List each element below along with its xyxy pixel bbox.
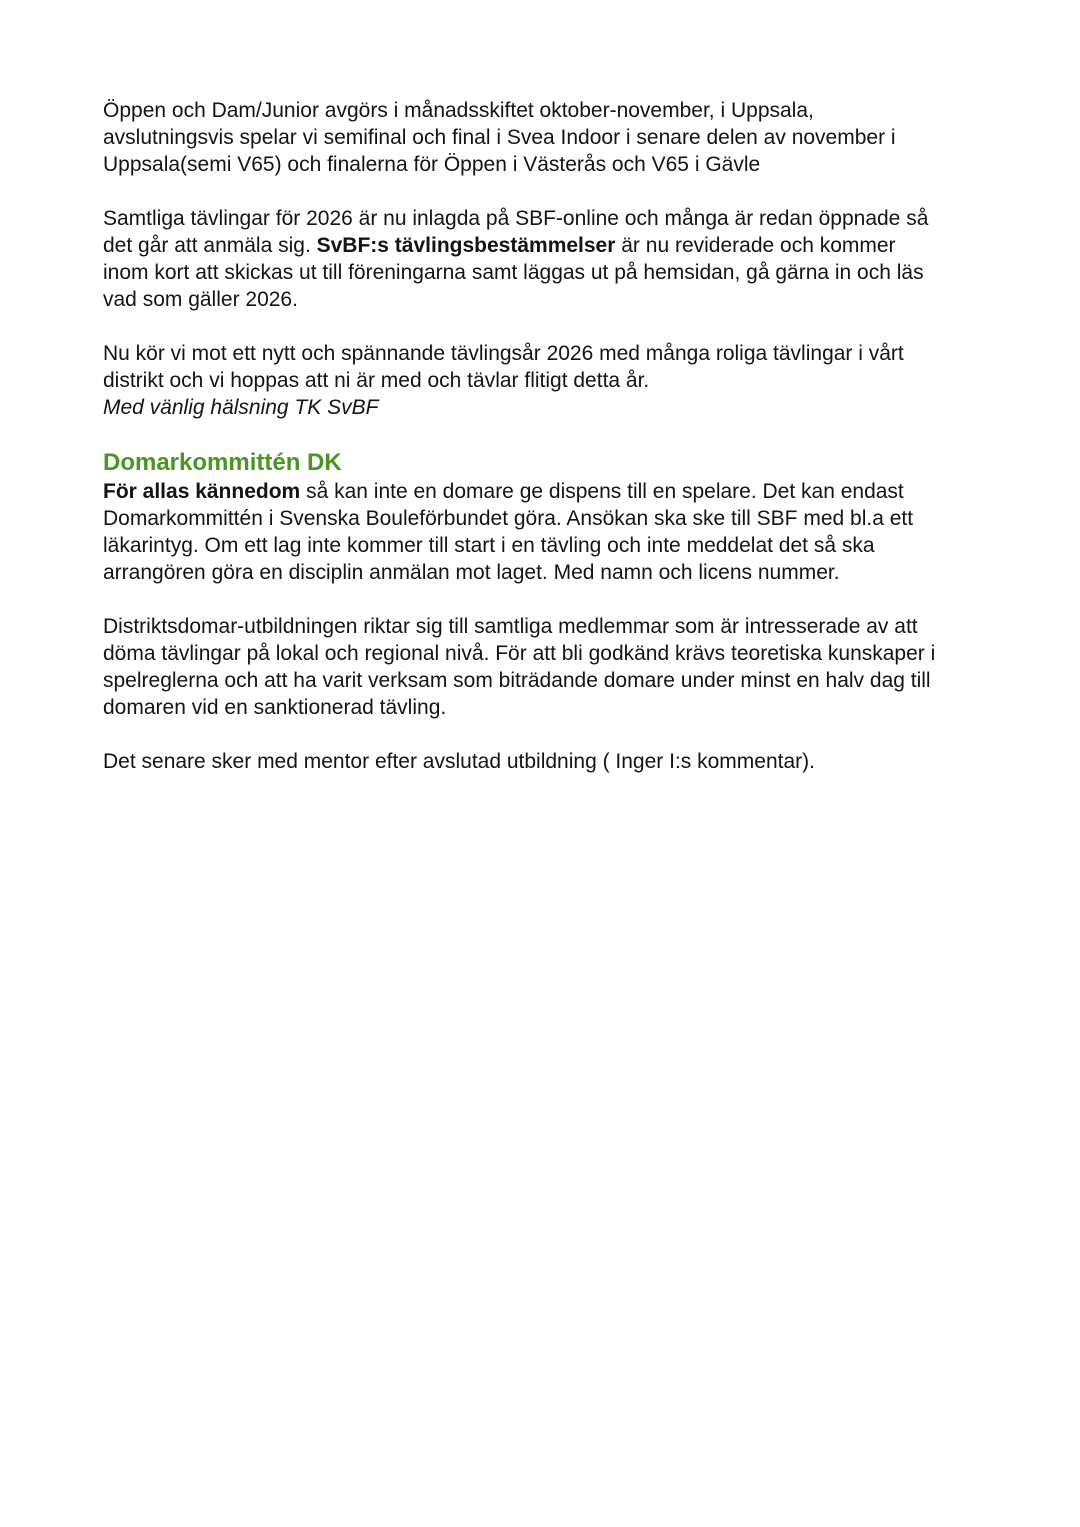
text-line: Öppen och Dam/Junior avgörs i månadsskiftet oktober-november, i Uppsala, [103, 99, 814, 122]
text-line: Domarkommittén i Svenska Bouleförbundet göra. Ansökan ska ske till SBF med bl.a ett [103, 507, 914, 530]
text-line: domaren vid en sanktionerad tävling. [103, 696, 447, 719]
text-line: Det senare sker med mentor efter avslutad utbildning ( Inger I:s kommentar). [103, 750, 815, 773]
text-line: läkarintyg. Om ett lag inte kommer till start i en tävling och inte meddelat det så ska [103, 534, 875, 557]
section-heading-domarkommitten: Domarkommittén DK [103, 449, 342, 476]
paragraph-mentor [103, 748, 980, 775]
text-line [103, 478, 980, 505]
text-line: arrangören göra en disciplin anmälan mot laget. Med namn och licens nummer. [103, 561, 840, 584]
text-line: vad som gäller 2026. [103, 288, 298, 311]
text-line: Distriktsdomar-utbildningen riktar sig till samtliga medlemmar som är intresserade av att [103, 615, 918, 638]
text-line: inom kort att skickas ut till föreningarna samt läggas ut på hemsidan, gå gärna in och läs [103, 261, 924, 284]
text-line: Uppsala(semi V65) och finalerna för Öppen i Västerås och V65 i Gävle [103, 153, 761, 176]
signature-line: Med vänlig hälsning TK SvBF [103, 396, 379, 419]
paragraph-seriespel [103, 97, 980, 178]
bold-text-for-allas-kannedom: För allas kännedom [103, 480, 301, 503]
text-line: distrikt och vi hoppas att ni är med och tävlar flitigt detta år. [103, 369, 650, 392]
text-segment: så kan inte en domare ge dispens till en spelare. Det kan endast [300, 480, 904, 503]
text-line: avslutningsvis spelar vi semifinal och final i Svea Indoor i senare delen av november i [103, 126, 896, 149]
paragraph-dispens [103, 478, 980, 586]
paragraph-tavlingar-2026 [103, 205, 980, 313]
text-line: spelreglerna och att ha varit verksam som biträdande domare under minst en halv dag till [103, 669, 931, 692]
text-line: döma tävlingar på lokal och regional nivå. För att bli godkänd krävs teoretiska kunskaper i [103, 642, 936, 665]
bold-text-tavlingsbestammelser: SvBF:s tävlingsbestämmelser [316, 234, 616, 257]
paragraph-nytt-tavlingsar [103, 340, 980, 421]
text-line [103, 232, 980, 259]
paragraph-domarutbildning [103, 613, 980, 721]
text-segment: är nu reviderade och kommer [615, 234, 896, 257]
text-segment: det går att anmäla sig. [103, 234, 317, 257]
text-line: Samtliga tävlingar för 2026 är nu inlagda på SBF-online och många är redan öppnade så [103, 207, 929, 230]
text-line: Nu kör vi mot ett nytt och spännande tävlingsår 2026 med många roliga tävlingar i vårt [103, 342, 904, 365]
